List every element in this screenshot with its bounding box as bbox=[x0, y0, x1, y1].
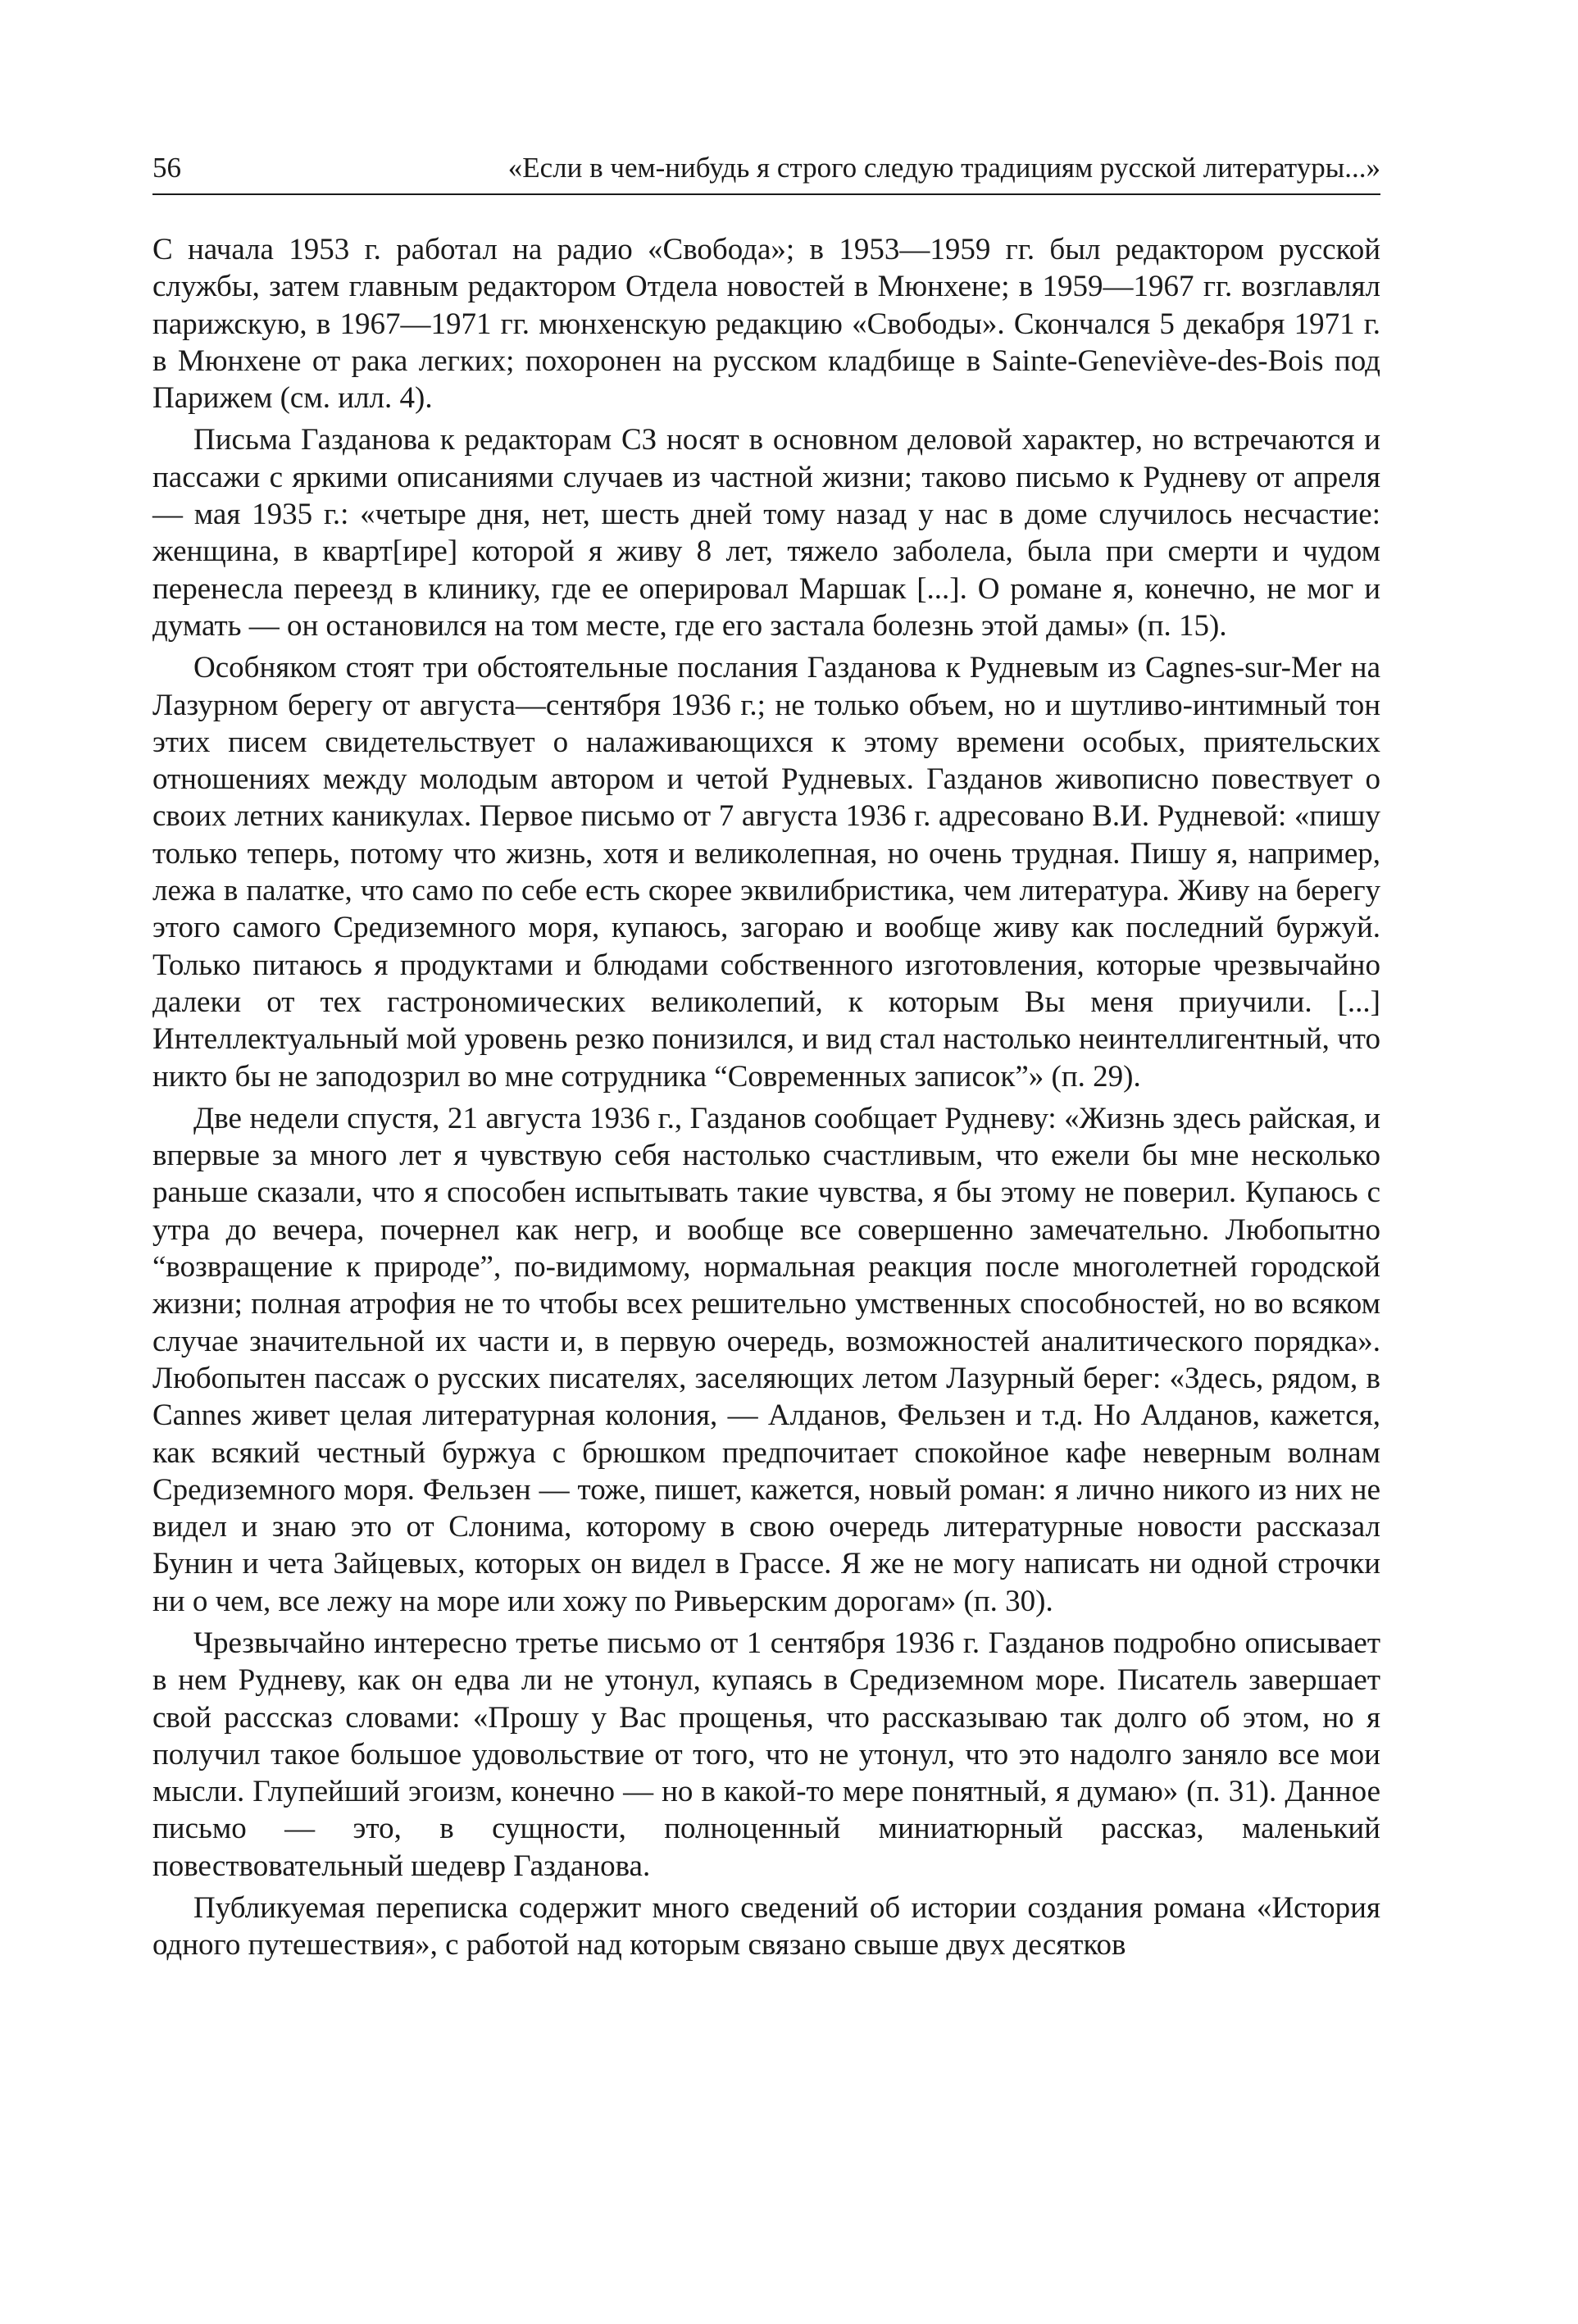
running-title: «Если в чем-нибудь я строго следую традициям русской литературы...» bbox=[507, 152, 1380, 184]
document-page bbox=[152, 0, 1380, 2324]
paragraph: Публикуемая переписка содержит много сведений об истории создания романа «История одного путешествия», с работой над которым связано свыше двух десятков bbox=[152, 1891, 1380, 1962]
paragraph: Чрезвычайно интересно третье письмо от 1 сентября 1936 г. Газданов подробно описывает в нем Рудневу, как он едва ли не утонул, купаясь в Средиземном море. Писатель завершает свой расссказ словами: «Прошу у Вас прощенья, что рассказываю так долго об этом, но я получил такое большое удовольствие от того, что не утонул, что это надолго заняло все мои мысли. Глупейший эгоизм, конечно — но в какой-то мере понятный, я думаю» (п. 31). Данное письмо — это, в сущности, полноценный миниатюрный рассказ, маленький повествовательный шедевр Газданова. bbox=[152, 1626, 1380, 1883]
paragraph: Две недели спустя, 21 августа 1936 г., Газданов сообщает Рудневу: «Жизнь здесь райская, и впервые за много лет я чувствую себя настолько счастливым, что ежели бы мне несколько раньше сказали, что я способен испытывать такие чувства, я бы этому не поверил. Купаюсь с утра до вечера, почернел как негр, и вообще все совершенно замечательно. Любопытно “возвращение к природе”, по-видимому, нормальная реакция после многолетней городской жизни; полная атрофия не то чтобы всех решительно умственных способностей, но во всяком случае значительной их части и, в первую очередь, возможностей аналитического порядка». Любопытен пассаж о русских писателях, заселяющих летом Лазурный берег: «Здесь, рядом, в Cannes живет целая литературная колония, — Алданов, Фельзен и т.д. Но Алданов, кажется, как всякий честный буржуа с брюшком предпочитает спокойное кафе неверным волнам Средиземного моря. Фельзен — тоже, пишет, кажется, новый роман: я лично никого из них не видел и знаю это от Слонима, которому в свою очередь литературные новости рассказал Бунин и чета Зайцевых, которых он видел в Грассе. Я же не могу написать ни одной строчки ни о чем, все лежу на море или хожу по Ривьерским дорогам» (п. 30). bbox=[152, 1101, 1380, 1618]
body-text bbox=[152, 231, 1380, 1969]
running-head bbox=[152, 148, 1380, 189]
paragraph: Особняком стоят три обстоятельные послания Газданова к Рудневым из Cagnes-sur-Mer на Лазурном берегу от августа—сентября 1936 г.; не только объем, но и шутливо-интимный тон этих писем свидетельствует о налаживающихся к этому времени особых, приятельских отношениях между молодым автором и четой Рудневых. Газданов живописно повествует о своих летних каникулах. Первое письмо от 7 августа 1936 г. адресовано В.И. Рудневой: «пишу только теперь, потому что жизнь, хотя и великолепная, но очень трудная. Пишу я, например, лежа в палатке, что само по себе есть скорее эквилибристика, чем литература. Живу на берегу этого самого Средиземного моря, купаюсь, загораю и вообще живу как последний буржуй. Только питаюсь я продуктами и блюдами собственного изготовления, которые чрезвычайно далеки от тех гастрономических великолепий, к которым Вы меня приучили. [...] Интеллектуальный мой уровень резко понизился, и вид стал настолько неинтеллигентный, что никто бы не заподозрил во мне сотрудника “Современных записок”» (п. 29). bbox=[152, 651, 1380, 1094]
page-number: 56 bbox=[152, 152, 181, 184]
header-rule bbox=[152, 193, 1380, 195]
paragraph: Письма Газданова к редакторам СЗ носят в основном деловой характер, но встречаются и пассажи с яркими описаниями случаев из частной жизни; таково письмо к Рудневу от апреля — мая 1935 г.: «четыре дня, нет, шесть дней тому назад у нас в доме случилось несчастие: женщина, в кварт[ире] которой я живу 8 лет, тяжело заболела, была при смерти и чудом перенесла переезд в клинику, где ее оперировал Маршак [...]. О романе я, конечно, не мог и думать — он остановился на том месте, где его застала болезнь этой дамы» (п. 15). bbox=[152, 423, 1380, 643]
paragraph: С начала 1953 г. работал на радио «Свобода»; в 1953—1959 гг. был редактором русской службы, затем главным редактором Отдела новостей в Мюнхене; в 1959—1967 гг. возглавлял парижскую, в 1967—1971 гг. мюнхенскую редакцию «Свободы». Скончался 5 декабря 1971 г. в Мюнхене от рака легких; похоронен на русском кладбище в Sainte-Geneviève-des-Bois под Парижем (см. илл. 4). bbox=[152, 233, 1380, 416]
